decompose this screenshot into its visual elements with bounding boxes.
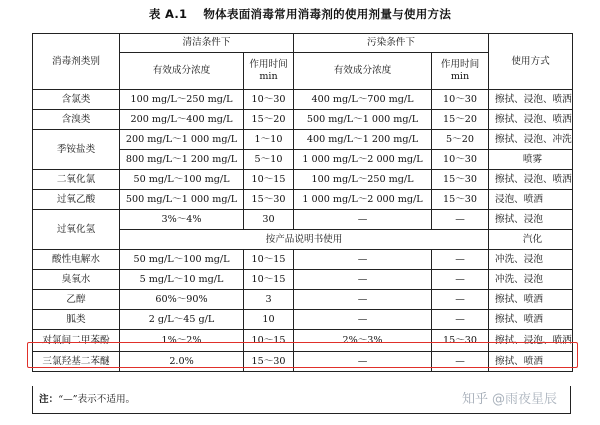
header-clean-time: 作用时间 min [244,53,294,90]
header-usage: 使用方式 [489,34,573,90]
clean-concentration: 2 g/L～45 g/L [120,310,244,330]
polluted-concentration: — [294,290,432,310]
clean-time: 10 [244,310,294,330]
table-row [33,190,573,210]
usage-method: 擦拭、喷洒 [489,352,573,372]
usage-method: 浸泡、喷洒 [489,190,573,210]
clean-concentration: 100 mg/L～250 mg/L [120,90,244,110]
usage-method: 喷雾 [489,150,573,170]
polluted-concentration: 400 mg/L～1 200 mg/L [294,130,432,150]
polluted-time: — [432,310,489,330]
table-title [0,4,600,24]
zhihu-logo: 知乎 [462,392,489,407]
agent-name: 含溴类 [33,110,120,130]
clean-time: 1～10 [244,130,294,150]
table-row [33,110,573,130]
table-row [33,250,573,270]
polluted-time: 10～30 [432,90,489,110]
usage-method: 擦拭、浸泡、喷洒 [489,110,573,130]
agent-name: 三氯羟基二苯醚 [33,352,120,372]
agent-name: 过氧化氢 [33,210,120,250]
polluted-concentration: — [294,310,432,330]
usage-method: 擦拭、浸泡、冲洗 [489,130,573,150]
header-polluted-concentration: 有效成分浓度 [294,53,432,90]
polluted-concentration: 500 mg/L～1 000 mg/L [294,110,432,130]
agent-name: 过氧乙酸 [33,190,120,210]
header-agent-type: 消毒剂类别 [33,34,120,90]
header-polluted-time: 作用时间 min [432,53,489,90]
polluted-time: 15～30 [432,190,489,210]
clean-time: 15～20 [244,110,294,130]
agent-name: 对氯间二甲苯酚 [33,330,120,352]
clean-concentration: 500 mg/L～1 000 mg/L [120,190,244,210]
agent-name: 二氧化氯 [33,170,120,190]
table-row [33,210,573,230]
polluted-time: 15～30 [432,330,489,352]
polluted-concentration: — [294,210,432,230]
polluted-time: 15～30 [432,170,489,190]
polluted-time: — [432,270,489,290]
clean-time: 10～15 [244,270,294,290]
usage-method: 擦拭、浸泡、喷洒 [489,170,573,190]
usage-method: 冲洗、浸泡 [489,270,573,290]
usage-method: 冲洗、浸泡 [489,250,573,270]
clean-concentration: 50 mg/L～100 mg/L [120,250,244,270]
polluted-time: — [432,290,489,310]
agent-name: 酸性电解水 [33,250,120,270]
polluted-time: 10～30 [432,150,489,170]
polluted-concentration: — [294,352,432,372]
agent-name: 含氯类 [33,90,120,110]
clean-concentration: 60%～90% [120,290,244,310]
clean-time: 10～30 [244,90,294,110]
usage-method: 擦拭、浸泡 [489,210,573,230]
polluted-concentration: — [294,270,432,290]
clean-time: 10～15 [244,170,294,190]
agent-name: 乙醇 [33,290,120,310]
table-row [33,352,573,372]
header-clean-condition: 清洁条件下 [120,34,294,53]
table-row [33,130,573,150]
polluted-concentration: 1 000 mg/L～2 000 mg/L [294,150,432,170]
polluted-concentration: 400 mg/L～700 mg/L [294,90,432,110]
clean-time: 10～15 [244,330,294,352]
clean-concentration: 3%～4% [120,210,244,230]
header-polluted-condition: 污染条件下 [294,34,489,53]
watermark-author: @雨夜星辰 [492,392,558,407]
clean-time: 15～30 [244,190,294,210]
usage-method: 擦拭、浸泡、喷洒 [489,90,573,110]
clean-time: 3 [244,290,294,310]
header-row-1 [33,34,573,53]
agent-name: 季铵盐类 [33,130,120,170]
table-row-highlighted [33,330,573,352]
clean-time: 10～15 [244,250,294,270]
clean-concentration: 200 mg/L～1 000 mg/L [120,130,244,150]
table-row [33,270,573,290]
note-label: 注： [39,394,59,405]
clean-concentration: 5 mg/L～10 mg/L [120,270,244,290]
table-number: 表 A.1 [148,7,188,21]
table-row [33,310,573,330]
clean-concentration: 200 mg/L～400 mg/L [120,110,244,130]
disinfectant-table-container [32,33,572,372]
table-row [33,170,573,190]
clean-concentration: 800 mg/L～1 200 mg/L [120,150,244,170]
clean-concentration: 50 mg/L～100 mg/L [120,170,244,190]
watermark [462,388,557,412]
table-caption: 物体表面消毒常用消毒剂的使用剂量与使用方法 [203,7,452,21]
polluted-concentration: 100 mg/L～250 mg/L [294,170,432,190]
usage-method: 汽化 [489,230,573,250]
note-text: “—”表示不适用。 [58,394,136,405]
clean-time: 5～10 [244,150,294,170]
usage-method: 擦拭、喷洒 [489,310,573,330]
usage-method: 擦拭、喷洒 [489,290,573,310]
usage-method: 擦拭、浸泡、喷洒 [489,330,573,352]
header-clean-concentration: 有效成分浓度 [120,53,244,90]
merged-instruction: 按产品说明书使用 [120,230,489,250]
clean-time: 15～30 [244,352,294,372]
polluted-time: — [432,210,489,230]
clean-concentration: 1%～2% [120,330,244,352]
polluted-time: — [432,250,489,270]
clean-time: 30 [244,210,294,230]
agent-name: 胍类 [33,310,120,330]
polluted-concentration: — [294,250,432,270]
polluted-concentration: 1 000 mg/L～2 000 mg/L [294,190,432,210]
polluted-concentration: 2%～3% [294,330,432,352]
disinfectant-table [32,33,573,372]
agent-name: 臭氧水 [33,270,120,290]
polluted-time: 15～20 [432,110,489,130]
table-row [33,90,573,110]
polluted-time: 5～20 [432,130,489,150]
clean-concentration: 2.0% [120,352,244,372]
polluted-time: — [432,352,489,372]
table-row [33,290,573,310]
